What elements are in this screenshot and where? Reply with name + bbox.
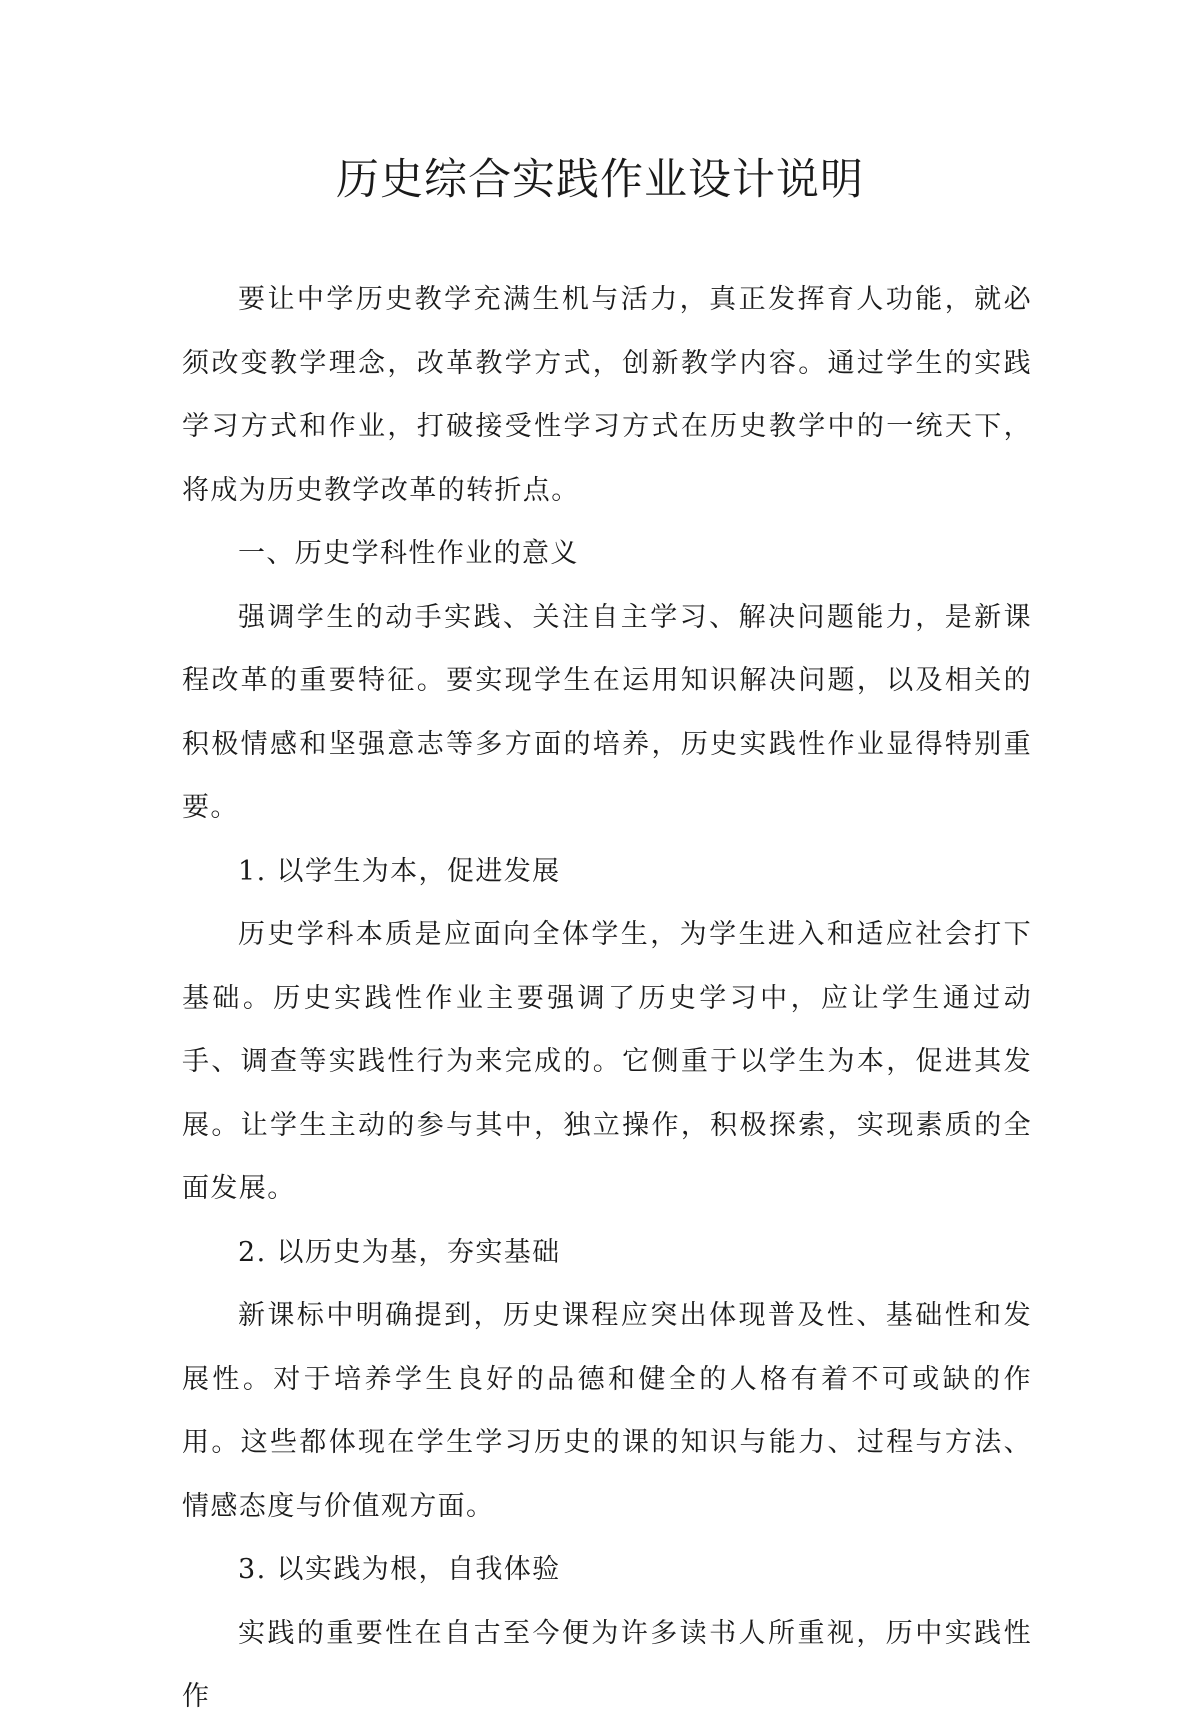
document-body — [182, 268, 1032, 1729]
section-heading-1: 一、历史学科性作业的意义 — [238, 538, 579, 569]
subheading-1: 1. 以学生为本，促进发展 — [238, 855, 561, 887]
document-title: 历史综合实践作业设计说明 — [336, 155, 864, 205]
paragraph-section-1: 强调学生的动手实践、关注自主学习、解决问题能力，是新课程改革的重要特征。要实现学生在运用知识解决问题，以及相关的积极情感和坚强意志等多方面的培养，历史实践性作业显得特别重要。 — [182, 601, 1032, 823]
paragraph-subsection-3: 实践的重要性在自古至今便为许多读书人所重视，历中实践性作 — [182, 1617, 1032, 1712]
subheading-3: 3. 以实践为根，自我体验 — [238, 1554, 561, 1585]
paragraph-subsection-1: 历史学科本质是应面向全体学生，为学生进入和适应社会打下基础。历史实践性作业主要强调了历史学习中，应让学生通过动手、调查等实践性行为来完成的。它侧重于以学生为本，促进其发展。让学生主动的参与其中，独立操作，积极探索，实现素质的全面发展。 — [182, 919, 1032, 1204]
paragraph-intro: 要让中学历史教学充满生机与活力，真正发挥育人功能，就必须改变教学理念，改革教学方式，创新教学内容。通过学生的实践学习方式和作业，打破接受性学习方式在历史教学中的一统天下，将成为历史教学改革的转折点。 — [182, 284, 1032, 506]
paragraph-subsection-2: 新课标中明确提到，历史课程应突出体现普及性、基础性和发展性。对于培养学生良好的品德和健全的人格有着不可或缺的作用。这些都体现在学生学习历史的课的知识与能力、过程与方法、情感态度与价值观方面。 — [182, 1300, 1032, 1522]
subheading-2: 2. 以历史为基，夯实基础 — [238, 1236, 561, 1268]
